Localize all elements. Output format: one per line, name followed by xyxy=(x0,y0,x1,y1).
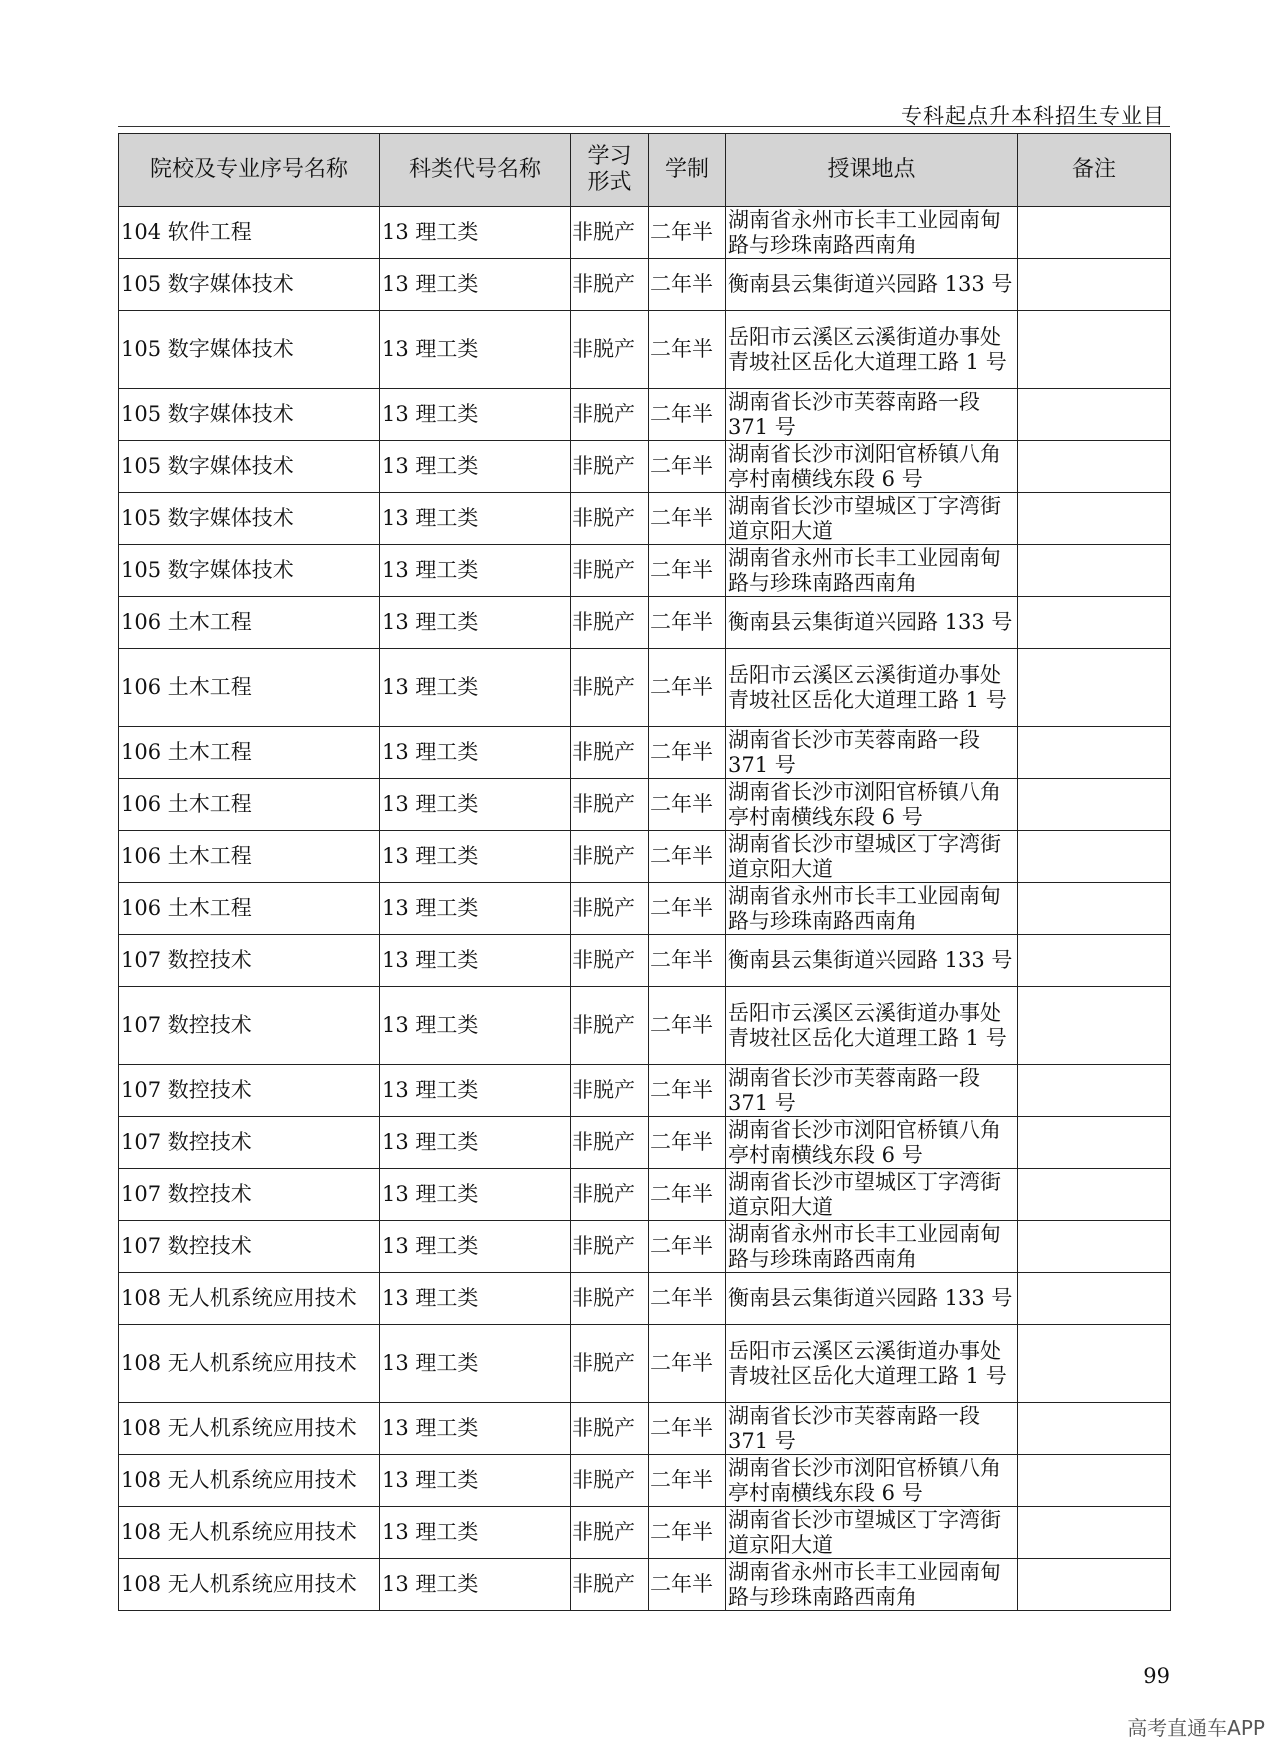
table-row xyxy=(119,779,1171,831)
table-row xyxy=(119,1403,1171,1455)
cell-location: 湖南省长沙市浏阳官桥镇八角亭村南横线东段 6 号 xyxy=(726,1455,1018,1507)
cell-category: 13 理工类 xyxy=(380,1273,571,1325)
table-row xyxy=(119,987,1171,1065)
cell-duration: 二年半 xyxy=(649,649,726,727)
cell-remark xyxy=(1018,727,1171,779)
cell-location: 湖南省永州市长丰工业园南甸路与珍珠南路西南角 xyxy=(726,883,1018,935)
cell-location: 岳阳市云溪区云溪街道办事处青坡社区岳化大道理工路 1 号 xyxy=(726,311,1018,389)
cell-location: 湖南省长沙市芙蓉南路一段 371 号 xyxy=(726,1065,1018,1117)
cell-major: 106 土木工程 xyxy=(119,649,380,727)
cell-duration: 二年半 xyxy=(649,1559,726,1611)
column-header: 学习 形式 xyxy=(571,134,649,207)
cell-category: 13 理工类 xyxy=(380,1403,571,1455)
cell-category: 13 理工类 xyxy=(380,1169,571,1221)
cell-duration: 二年半 xyxy=(649,831,726,883)
cell-category: 13 理工类 xyxy=(380,649,571,727)
cell-duration: 二年半 xyxy=(649,1507,726,1559)
cell-remark xyxy=(1018,1403,1171,1455)
cell-remark xyxy=(1018,493,1171,545)
cell-duration: 二年半 xyxy=(649,1065,726,1117)
column-header: 科类代号名称 xyxy=(380,134,571,207)
cell-mode: 非脱产 xyxy=(571,727,649,779)
table-row xyxy=(119,1325,1171,1403)
cell-mode: 非脱产 xyxy=(571,831,649,883)
header-rule xyxy=(118,126,1170,127)
cell-major: 108 无人机系统应用技术 xyxy=(119,1455,380,1507)
cell-mode: 非脱产 xyxy=(571,935,649,987)
cell-location: 衡南县云集街道兴园路 133 号 xyxy=(726,259,1018,311)
cell-remark xyxy=(1018,1117,1171,1169)
cell-mode: 非脱产 xyxy=(571,1507,649,1559)
cell-major: 104 软件工程 xyxy=(119,207,380,259)
cell-category: 13 理工类 xyxy=(380,1455,571,1507)
cell-category: 13 理工类 xyxy=(380,493,571,545)
cell-remark xyxy=(1018,883,1171,935)
table-row xyxy=(119,545,1171,597)
cell-remark xyxy=(1018,1169,1171,1221)
cell-remark xyxy=(1018,1507,1171,1559)
table-row xyxy=(119,883,1171,935)
cell-category: 13 理工类 xyxy=(380,441,571,493)
cell-category: 13 理工类 xyxy=(380,935,571,987)
table-row xyxy=(119,207,1171,259)
table-row xyxy=(119,311,1171,389)
cell-mode: 非脱产 xyxy=(571,493,649,545)
cell-category: 13 理工类 xyxy=(380,1325,571,1403)
cell-mode: 非脱产 xyxy=(571,441,649,493)
cell-category: 13 理工类 xyxy=(380,207,571,259)
cell-remark xyxy=(1018,649,1171,727)
cell-location: 湖南省长沙市望城区丁字湾街道京阳大道 xyxy=(726,831,1018,883)
cell-major: 106 土木工程 xyxy=(119,779,380,831)
cell-major: 108 无人机系统应用技术 xyxy=(119,1273,380,1325)
cell-remark xyxy=(1018,259,1171,311)
cell-major: 106 土木工程 xyxy=(119,831,380,883)
cell-location: 湖南省长沙市望城区丁字湾街道京阳大道 xyxy=(726,493,1018,545)
cell-category: 13 理工类 xyxy=(380,1507,571,1559)
cell-mode: 非脱产 xyxy=(571,987,649,1065)
cell-duration: 二年半 xyxy=(649,259,726,311)
cell-remark xyxy=(1018,389,1171,441)
cell-duration: 二年半 xyxy=(649,883,726,935)
cell-location: 湖南省永州市长丰工业园南甸路与珍珠南路西南角 xyxy=(726,1559,1018,1611)
table-row xyxy=(119,727,1171,779)
table-header-row xyxy=(119,134,1171,207)
cell-remark xyxy=(1018,987,1171,1065)
cell-remark xyxy=(1018,935,1171,987)
cell-duration: 二年半 xyxy=(649,1403,726,1455)
cell-major: 107 数控技术 xyxy=(119,1221,380,1273)
cell-major: 108 无人机系统应用技术 xyxy=(119,1507,380,1559)
table-row xyxy=(119,493,1171,545)
cell-major: 107 数控技术 xyxy=(119,935,380,987)
cell-duration: 二年半 xyxy=(649,597,726,649)
cell-location: 岳阳市云溪区云溪街道办事处青坡社区岳化大道理工路 1 号 xyxy=(726,1325,1018,1403)
cell-major: 105 数字媒体技术 xyxy=(119,259,380,311)
cell-location: 湖南省永州市长丰工业园南甸路与珍珠南路西南角 xyxy=(726,1221,1018,1273)
table-row xyxy=(119,1559,1171,1611)
cell-location: 湖南省长沙市浏阳官桥镇八角亭村南横线东段 6 号 xyxy=(726,779,1018,831)
table-row xyxy=(119,1169,1171,1221)
cell-category: 13 理工类 xyxy=(380,1559,571,1611)
cell-location: 湖南省永州市长丰工业园南甸路与珍珠南路西南角 xyxy=(726,545,1018,597)
cell-remark xyxy=(1018,1065,1171,1117)
cell-category: 13 理工类 xyxy=(380,987,571,1065)
cell-major: 108 无人机系统应用技术 xyxy=(119,1559,380,1611)
cell-duration: 二年半 xyxy=(649,311,726,389)
cell-major: 105 数字媒体技术 xyxy=(119,493,380,545)
cell-major: 107 数控技术 xyxy=(119,1065,380,1117)
cell-mode: 非脱产 xyxy=(571,883,649,935)
cell-remark xyxy=(1018,545,1171,597)
cell-duration: 二年半 xyxy=(649,1325,726,1403)
cell-mode: 非脱产 xyxy=(571,389,649,441)
cell-remark xyxy=(1018,779,1171,831)
cell-category: 13 理工类 xyxy=(380,831,571,883)
cell-mode: 非脱产 xyxy=(571,1065,649,1117)
cell-mode: 非脱产 xyxy=(571,597,649,649)
column-header: 学制 xyxy=(649,134,726,207)
cell-category: 13 理工类 xyxy=(380,779,571,831)
cell-category: 13 理工类 xyxy=(380,1065,571,1117)
table-row xyxy=(119,259,1171,311)
cell-location: 衡南县云集街道兴园路 133 号 xyxy=(726,935,1018,987)
cell-major: 105 数字媒体技术 xyxy=(119,389,380,441)
table-row xyxy=(119,1117,1171,1169)
cell-major: 105 数字媒体技术 xyxy=(119,311,380,389)
cell-location: 湖南省永州市长丰工业园南甸路与珍珠南路西南角 xyxy=(726,207,1018,259)
cell-major: 107 数控技术 xyxy=(119,1117,380,1169)
cell-remark xyxy=(1018,1325,1171,1403)
major-catalog-table xyxy=(118,133,1171,1611)
cell-duration: 二年半 xyxy=(649,1169,726,1221)
cell-location: 湖南省长沙市芙蓉南路一段 371 号 xyxy=(726,389,1018,441)
cell-category: 13 理工类 xyxy=(380,389,571,441)
cell-location: 湖南省长沙市芙蓉南路一段 371 号 xyxy=(726,727,1018,779)
table-row xyxy=(119,649,1171,727)
cell-major: 108 无人机系统应用技术 xyxy=(119,1325,380,1403)
table-row xyxy=(119,1065,1171,1117)
cell-remark xyxy=(1018,1221,1171,1273)
cell-major: 107 数控技术 xyxy=(119,987,380,1065)
cell-location: 湖南省长沙市望城区丁字湾街道京阳大道 xyxy=(726,1507,1018,1559)
cell-major: 108 无人机系统应用技术 xyxy=(119,1403,380,1455)
cell-major: 105 数字媒体技术 xyxy=(119,441,380,493)
cell-mode: 非脱产 xyxy=(571,311,649,389)
cell-duration: 二年半 xyxy=(649,207,726,259)
cell-remark xyxy=(1018,1273,1171,1325)
cell-remark xyxy=(1018,441,1171,493)
table-row xyxy=(119,1507,1171,1559)
cell-location: 岳阳市云溪区云溪街道办事处青坡社区岳化大道理工路 1 号 xyxy=(726,649,1018,727)
cell-location: 湖南省长沙市望城区丁字湾街道京阳大道 xyxy=(726,1169,1018,1221)
cell-major: 106 土木工程 xyxy=(119,883,380,935)
column-header: 院校及专业序号名称 xyxy=(119,134,380,207)
cell-location: 湖南省长沙市浏阳官桥镇八角亭村南横线东段 6 号 xyxy=(726,1117,1018,1169)
cell-remark xyxy=(1018,597,1171,649)
cell-location: 衡南县云集街道兴园路 133 号 xyxy=(726,1273,1018,1325)
cell-category: 13 理工类 xyxy=(380,1221,571,1273)
cell-mode: 非脱产 xyxy=(571,1325,649,1403)
cell-location: 湖南省长沙市芙蓉南路一段 371 号 xyxy=(726,1403,1018,1455)
cell-mode: 非脱产 xyxy=(571,207,649,259)
column-header: 授课地点 xyxy=(726,134,1018,207)
cell-remark xyxy=(1018,831,1171,883)
page-number: 99 xyxy=(1143,1664,1170,1688)
cell-remark xyxy=(1018,207,1171,259)
cell-duration: 二年半 xyxy=(649,987,726,1065)
cell-mode: 非脱产 xyxy=(571,545,649,597)
cell-mode: 非脱产 xyxy=(571,1455,649,1507)
table-row xyxy=(119,831,1171,883)
cell-category: 13 理工类 xyxy=(380,883,571,935)
table-row xyxy=(119,935,1171,987)
cell-mode: 非脱产 xyxy=(571,1559,649,1611)
cell-duration: 二年半 xyxy=(649,935,726,987)
table-row xyxy=(119,1273,1171,1325)
cell-category: 13 理工类 xyxy=(380,1117,571,1169)
table-row xyxy=(119,441,1171,493)
cell-duration: 二年半 xyxy=(649,1221,726,1273)
cell-remark xyxy=(1018,1559,1171,1611)
cell-mode: 非脱产 xyxy=(571,1403,649,1455)
cell-category: 13 理工类 xyxy=(380,727,571,779)
column-header: 备注 xyxy=(1018,134,1171,207)
cell-location: 衡南县云集街道兴园路 133 号 xyxy=(726,597,1018,649)
cell-major: 107 数控技术 xyxy=(119,1169,380,1221)
cell-category: 13 理工类 xyxy=(380,311,571,389)
cell-mode: 非脱产 xyxy=(571,1273,649,1325)
cell-mode: 非脱产 xyxy=(571,259,649,311)
watermark-text: 高考直通车APP xyxy=(1127,1716,1265,1740)
cell-duration: 二年半 xyxy=(649,389,726,441)
cell-duration: 二年半 xyxy=(649,779,726,831)
table-row xyxy=(119,389,1171,441)
cell-duration: 二年半 xyxy=(649,441,726,493)
cell-duration: 二年半 xyxy=(649,1117,726,1169)
cell-duration: 二年半 xyxy=(649,545,726,597)
cell-mode: 非脱产 xyxy=(571,1169,649,1221)
cell-duration: 二年半 xyxy=(649,493,726,545)
cell-mode: 非脱产 xyxy=(571,1221,649,1273)
table-row xyxy=(119,1221,1171,1273)
cell-duration: 二年半 xyxy=(649,727,726,779)
cell-mode: 非脱产 xyxy=(571,649,649,727)
table-row xyxy=(119,1455,1171,1507)
cell-duration: 二年半 xyxy=(649,1455,726,1507)
cell-major: 106 土木工程 xyxy=(119,597,380,649)
cell-location: 岳阳市云溪区云溪街道办事处青坡社区岳化大道理工路 1 号 xyxy=(726,987,1018,1065)
cell-location: 湖南省长沙市浏阳官桥镇八角亭村南横线东段 6 号 xyxy=(726,441,1018,493)
cell-remark xyxy=(1018,1455,1171,1507)
cell-category: 13 理工类 xyxy=(380,597,571,649)
table-row xyxy=(119,597,1171,649)
cell-major: 105 数字媒体技术 xyxy=(119,545,380,597)
cell-category: 13 理工类 xyxy=(380,545,571,597)
cell-duration: 二年半 xyxy=(649,1273,726,1325)
running-header-title: 专科起点升本科招生专业目 xyxy=(901,104,1165,128)
cell-mode: 非脱产 xyxy=(571,779,649,831)
cell-category: 13 理工类 xyxy=(380,259,571,311)
table-body xyxy=(119,207,1171,1611)
cell-mode: 非脱产 xyxy=(571,1117,649,1169)
cell-remark xyxy=(1018,311,1171,389)
cell-major: 106 土木工程 xyxy=(119,727,380,779)
